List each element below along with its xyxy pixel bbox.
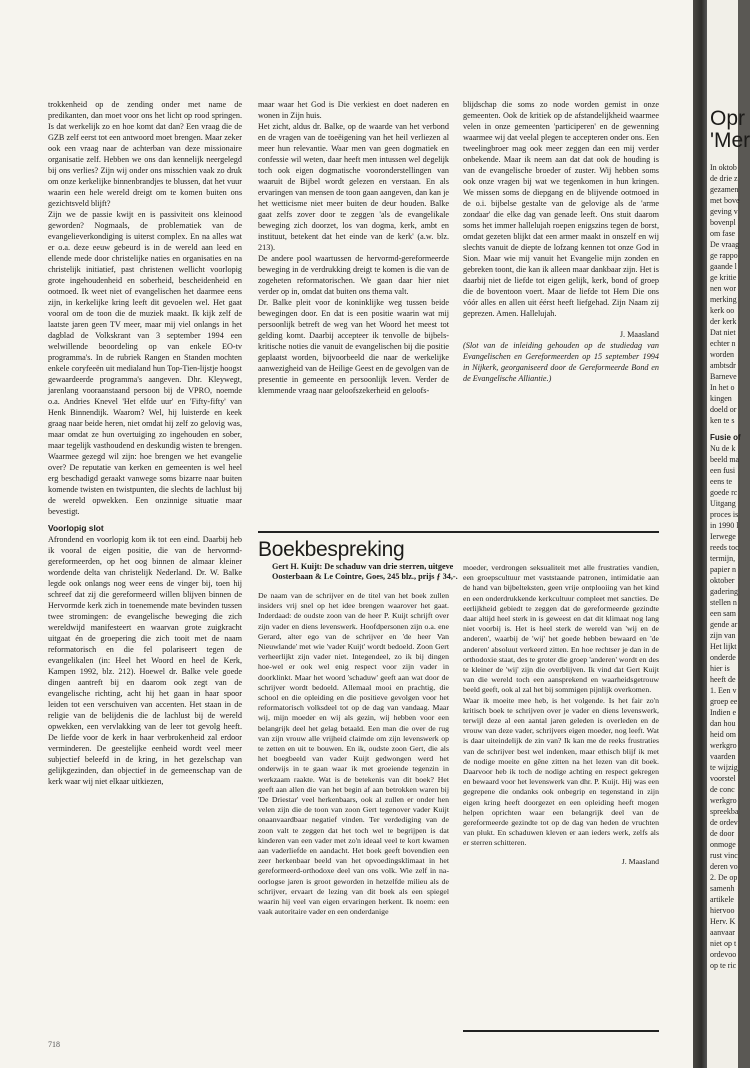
- right-page-line: werkgro: [710, 741, 737, 750]
- right-page-heading: Fusie of: [710, 433, 741, 442]
- paragraph: Waar ik moeite mee heb, is het volgende. Is het fair zo'n kritisch boek te schrijven over je vader en diens levenswerk, terwijl deze al een aantal jaren geleden is overleden en de vrouw van deze vader, schrijvers eigen moeder, nog leeft. Wat is daar uiteindelijk de zin van? Ik kan me de reeks frustraties van de schrijver best wel indenken, maar ethisch blijf ik met de nodige moeite en gêne zitten na het lezen van dit boek. Daarvoor heb ik toch de nodige achting en respect gekregen en bewaard voor het levenswerk van dhr. P. Kuijt. Hij was een gegrepene die ondanks ook onbegrip en tegenstand in zijn eigen kring heeft doorgezet en een opleiding heeft mogen helpen oprichten waar een belangrijk deel van de gereformeerde gezindte tot op de dag van heden de vruchten van plukt. En schaduwen kleven er aan ieders werk, zelfs als er sterren schitteren.: [463, 695, 659, 848]
- right-page-line: met bove: [710, 196, 740, 205]
- right-page-line: geving v: [710, 207, 738, 216]
- right-page-line: de ordev: [710, 818, 738, 827]
- bottom-divider: [463, 1030, 659, 1032]
- right-page-line: der kerk: [710, 317, 737, 326]
- right-page-line: 1. Een v: [710, 686, 737, 695]
- right-page-line: gaande l: [710, 262, 737, 271]
- right-page-line: gezamen: [710, 185, 739, 194]
- source-note: (Slot van de inleiding gehouden op de studiedag van Evangelischen en Gereformeerden op 15 september 1994 in Nijkerk, georganiseerd door de Gereformeerde Bond en de Evangelische Alliantie.): [463, 341, 659, 383]
- right-page-line: De vraag: [710, 240, 740, 249]
- right-page-line: groep ee: [710, 697, 738, 706]
- right-page-line: ge rappo: [710, 251, 738, 260]
- right-page-line: aanvaar: [710, 928, 735, 937]
- paragraph: Het zicht, aldus dr. Balke, op de waarde van het verbond en de vragen van de toeëigening van het heil verliezen al meer hun relevantie. Waar men van geen dogmatiek en confessie wil weten, daar heeft men intussen wel degelijk toch ook eigen dogmatische vooronderstellingen van waaruit de Bijbel wordt gelezen en verstaan. En als ervaringen van mensen de toon gaan aangeven, dan kan je het wetticisme niet meer buiten de deur houden. Balke gaat zelfs zover door te zeggen 'als de evangelikale beweging zich doorzet, los van dogma, kerk, ambt en instituut, betekent dat het einde van de kerk' (a.w. blz. 213).: [258, 122, 449, 252]
- right-page-line: hiervoo: [710, 906, 735, 915]
- right-page-line: zijn van: [710, 631, 736, 640]
- right-page-line: doeld or: [710, 405, 737, 414]
- right-page-line: ambtsdr: [710, 361, 736, 370]
- right-page-line: bovenpl: [710, 218, 736, 227]
- right-page-line: termijn,: [710, 554, 736, 563]
- page-number: 718: [48, 1040, 60, 1049]
- paragraph: De naam van de schrijver en de titel van het boek zullen insiders vrij snel op het idee brengen waarover het gaat. Inderdaad: de oudste zoon van de heer P. Kuijt schrijft over zijn vader en diens levenswerk. Hoofdpersonen zijn o.a. ene Gerard, alter ego van de schrijver en 'de heer Van Nieuwlande' met wie 'vader Kuijt' wordt bedoeld. Zoon Gert verheerlijkt zijn vader niet. Integendeel, zo ik bij dingen hoe-wel er ook wel enig respect voor zijn vader in doorklinkt. Maar het woord 'schaduw' geeft aan wat door de schrijver wordt bedoeld. Allemaal mooi en prachtig, die school en die opleiding en die positieve gevolgen voor het reformatorisch volksdeel tot op de dag van vandaag. Maar wij, mijn moeder en wij als gezin, wij hebben voor een belangrijk deel het gelag betaald. Een man die over de rug van zijn vrouw alle vrijheid claimde om zijn levenswerk op te zetten en uit te bouwen. En ik, oudste zoon Gert, die als het boegbeeld van vader Kuijt gedwongen werd het onderwijs in te gaan waar ik met groeiende tegenzin in werkzaam raakte. Wat is de betekenis van dit boek? Het geeft aan allen die van het begin af aan betrokken waren bij 'De Driestar' veel herkenbaars, ook al zullen er onder hen velen zijn die de toon van zoon Gert tegenover vader Kuijt onaanvaardbaar negatief vinden. Ter verdediging van de zoon valt te zeggen dat het toch wel te begrijpen is dat kinderen van een vader met zo'n ideaal veel te kort kwamen aan vaderliefde en aandacht. Het boek geeft bovendien een zeer herkenbaar beeld van het opvoedingsklimaat in het gereformeerd-orthodoxe deel van ons volk. Wie zelf in na-oorlogse jaren is groot geworden in hetzelfde milieu als de schrijver, ervaart de lezing van dit boek als een spiegel waarin hij veel van eigen ervaringen herkent. Ik noem: een vaak autoritaire vader en een onderdanige: [258, 591, 449, 917]
- paragraph: Dr. Balke pleit voor de koninklijke weg tussen beide bewegingen door. En dat is een positie waarin wat mij persoonlijk betreft de weg van het Woord het meest tot gelding komt. Daarbij accepteer ik tenvolle de bijbels-kritische noties die vanuit de evangelischen bij die positie geplaatst worden, bijvoorbeeld die naar de werkelijke aanwezigheid van de Heilige Geest en de gevolgen van de presentie in gemeente en persoonlijk leven. Verder de klemmende vraag naar geloofszekerheid en geloofs-: [258, 298, 449, 395]
- right-page-line: proces is: [710, 510, 739, 519]
- author-signature: J. Maasland: [619, 330, 659, 339]
- right-page-line: ken te s: [710, 416, 735, 425]
- right-page-line: Herv. K: [710, 917, 736, 926]
- right-page-line: goede rc: [710, 488, 738, 497]
- right-page-line: In het o: [710, 383, 735, 392]
- right-page-line: niet op t: [710, 939, 737, 948]
- right-page-line: kingen: [710, 394, 732, 403]
- right-page-line: vaarden: [710, 752, 736, 761]
- section-heading: Voorlopig slot: [48, 523, 104, 533]
- right-page-line: beeld ma: [710, 455, 740, 464]
- right-page-line: Uitgang: [710, 499, 736, 508]
- right-page-line: ge kritie: [710, 273, 737, 282]
- right-page-line: Dat niet: [710, 328, 736, 337]
- right-page-line: een sam: [710, 609, 736, 618]
- right-page-line: reeds toc: [710, 543, 739, 552]
- right-page-line: oktober: [710, 576, 735, 585]
- right-page-line: onderde: [710, 653, 736, 662]
- right-page-line: in 1990 l: [710, 521, 739, 530]
- book-details: Gert H. Kuijt: De schaduw van drie sterren, uitgeve Oosterbaan & Le Cointre, Goes, 245 blz., prijs ƒ 34,-.: [272, 562, 458, 581]
- paragraph: trokkenheid op de zending onder met name de predikanten, dan moet voor ons het licht op rood springen. Is dat werkelijk zo en hoe komt dat dan? Een vraag die de GZB zelf eerst tot een antwoord moet brengen. Maar zeker ook een vraag naar de achterban van deze missionaire organisatie zelf. Hebben we ons dan kennelijk neergelegd bij ons verlies? Zijn wij onder ons misschien vaak zo druk om onze kerkelijke binnenbrandjes te blussen, dat het vuur waarin een hele wereld dreigt om te komen buiten ons gezichtsveld blijft?: [48, 100, 242, 208]
- right-page-line: Het lijkt: [710, 642, 737, 651]
- right-page-line: heid om: [710, 730, 736, 739]
- right-page-line: heeft de: [710, 675, 736, 684]
- right-page-line: Ierwege: [710, 532, 736, 541]
- section-divider: [258, 531, 659, 533]
- right-page-line: de conc: [710, 785, 735, 794]
- review-column-2: [463, 563, 659, 867]
- review-signature: J. Maasland: [621, 856, 659, 866]
- right-page-text: [710, 162, 750, 971]
- right-page-line: gende ar: [710, 620, 738, 629]
- right-page-line: onmoge: [710, 840, 736, 849]
- review-title: Boekbespreking: [258, 538, 405, 561]
- right-page-line: echter n: [710, 339, 736, 348]
- paragraph: Afrondend en voorlopig kom ik tot een eind. Daarbij heb ik vooral de eigen positie, die van de hervormd-gereformeerden, op het oog binnen de almaar kleiner wordende delta van christelijk Nederland. Dr. W. Balke legde ook onlangs nog weer eens de vinger bij, toen hij schreef dat zij die gereformeerd willen blijven binnen de Hervormde kerk zich in toenemende mate bevinden tussen twee stromingen: de evangelische beweging die zich wereldwijd manifesteert en waarvan grote zuigkracht uitgaat én de groepering die zich tooit met de naam reformatorisch en die fel polariseert tegen de evangelikalen (in: Heel het Woord en heel de Kerk, Kampen 1992, blz. 212). Hoewel dr. Balke vele goede dingen aantreft bij en daarom ook zegt van de evangelische richting, acht hij het gaan in haar spoor leiden tot een verschuiven van accenten. Het staan in de religie van de belijdenis die de lachlust bij de wereld opwekken, een vervlakking van de leer tot gevolg heeft. De liefde voor de kerk in haar verbrokenheid zal erdoor verminderen. De geestelijke eenheid wordt veel meer subjectief beleefd in de kring, in het gezelschap van gelijkgezinden, dan objectief in de gemeenschap van de kerk waar wij niet elkaar uitkiezen,: [48, 535, 242, 786]
- right-page-line: spreekba: [710, 807, 739, 816]
- paragraph: moeder, verdrongen seksualiteit met alle frustraties vandien, een groepscultuur met vaststaande patronen, intimidatie aan de hand van bijbelteksten, geen vrije ontplooiing van het kind en een onderdrukkende kerkcultuur compleet met sancties. De eerlijkheid gebiedt te zeggen dat de gereformeerde gezindte daar altijd heel sterk in is geweest en dat dit klimaat nog lang niet voorbij is. Het is heel sterk de wereld van 'wij en de anderen', waarbij de 'wij' het goede hebben bewaard en 'de anderen' absoluut verkeerd zitten. En hoe rechtser je dan in de orthodoxie staat, des te groter die groep 'anderen' wordt en des te kleiner de 'wij' zijn die overblijven. Ik vind dat Gert Kuijt van die wereld toch een aansprekend en waarheidsgetrouw beeld geeft, ook al zal het bij sommigen pijnlijk overkomen.: [463, 563, 659, 695]
- column-1: [48, 99, 242, 1034]
- paragraph: De andere pool waartussen de hervormd-gereformeerde beweging in de verdrukking dreigt te komen is die van de zogeheten reformatorischen. We gaan daar hier niet verder op in, omdat dat buiten ons thema valt.: [258, 254, 449, 296]
- right-page-line: deren vo: [710, 862, 738, 871]
- right-page-line: artikele: [710, 895, 734, 904]
- paragraph: maar waar het God is Die verkiest en doet naderen en wonen in Zijn huis.: [258, 100, 449, 120]
- book-gutter: [693, 0, 707, 1068]
- right-page-line: ordevoo: [710, 950, 737, 959]
- right-page-line: stellen n: [710, 598, 737, 607]
- column-2-upper: [258, 99, 449, 396]
- right-page-line: een fusi: [710, 466, 736, 475]
- right-page-line: In oktob: [710, 163, 737, 172]
- right-page-line: nen wor: [710, 284, 736, 293]
- right-page-line: werkgro: [710, 796, 737, 805]
- right-page-line: op te ric: [710, 961, 737, 970]
- paragraph: Zijn we de passie kwijt en is passiviteit ons kleinood geworden? Nogmaals, de problematiek van de evangelieverkondiging is uiterst complex. En na alles wat er o.a. deze eeuw gebeurd is in de wereld aan leed en ellende mede door christelijke naties en organisaties en na christelijk initiatief, past christenen wellicht voorlopig grote ingehoudenheid en soberheid, bescheidenheid en ootmoed. Ik weet niet of evangelischen het daarmee eens zijn, in kerkelijke kring leeft dit gevoelen wel. Het gaat vooral om de toon die de muziek maakt. Ik kijk zelf de laatste jaren geen TV meer, maar mij viel onlangs in het dagblad de Volkskrant van 3 september 1994 een welwillende beoordeling op van enkele EO-tv programma's. In de rubriek Rangen en Standen mochten enkele coryfeeën uit medialand hun Top-Tien-lijstje hoogst gewaardeerde programma's aangeven. Dhr. Kleywegt, jarenlang vooraanstaand persoon bij de VPRO, noemde o.a. Andries Knevel 'Het elfde uur' en 'Fifty-fifty' van Henk Binnendijk. Waarom? Wel, hij luisterde en keek graag naar beide heren, niet omdat hij zelf zo gelovig was, maar omdat ze hun overtuiging zo ingehouden en sober, maar tegelijk vasthoudend en deskundig wisten te brengen. Waarmee gezegd wil zijn: hoe brengen we het evangelie over? De reputatie van kerken en gemeenten is wel heel erg beschadigd geraakt vanwege soms bizarre naar buiten komende twisten en twistpunten, die slechts de lachlust bij de wereld opwekken. Een onzinnige situatie maar bevestigt.: [48, 210, 242, 516]
- right-page-line: voorstel: [710, 774, 736, 783]
- paragraph: blijdschap die soms zo node worden gemist in onze gemeenten. Ook de kritiek op de afstandelijkheid waarmee velen in onze gemeenten 'participeren' en de gewenning waarmee wij dat veelal plegen te accepteren onder ons. Een tweelingbroer mag ook meer zeggen dan een mij verder onbekende. Maar ik neem aan dat dat ook de houding is van de evangelische broeder of zuster. Wij hebben soms ook onze vragen bij wat we tegenkomen in hun kringen. We missen soms de diepgang en de blijvende ootmoed in de o.i. bijbelse gestalte van de gelovige als de 'arme zondaar' die elke dag van genade leeft. Ons stuit daarom soms het immer hallelujah roepen enigszins tegen de borst, omdat gezeten blijkt dat een armer maakt in onszelf en wij slechts vanuit de diepte de lofzang kennen tot onze God in Sion. Maar wie mij vanuit het Evangelie mijn zonden en gebreken toont, die kan ik alleen maar dankbaar zijn. Het is daarbij niet de liefde tot eigen gelijk, kerk, bond of groep die de boventoon voert. Maar de liefde tot Hem Die ons vóór alles en allen uit éérst heeft liefgehad. Zijn Naam zij geprezen. Amen. Hallelujah.: [463, 100, 659, 318]
- right-page-line: Barneve: [710, 372, 737, 381]
- right-page-line: papier n: [710, 565, 736, 574]
- right-page-line: kerk oo: [710, 306, 735, 315]
- right-page-line: 2. De op: [710, 873, 738, 882]
- right-page-line: samenh: [710, 884, 735, 893]
- right-page-line: te wijzig: [710, 763, 738, 772]
- right-page-title: Opr 'Mer: [710, 107, 750, 152]
- column-3-upper: [463, 99, 659, 384]
- right-page-line: rust vinc: [710, 851, 738, 860]
- right-page-line: Indien e: [710, 708, 736, 717]
- review-column-1: [258, 591, 449, 1036]
- right-page-line: de drie z: [710, 174, 738, 183]
- right-page-line: gadering: [710, 587, 738, 596]
- right-page: [707, 0, 750, 1068]
- right-page-line: merking: [710, 295, 737, 304]
- right-page-line: Nu de k: [710, 444, 736, 453]
- right-page-line: worden: [710, 350, 734, 359]
- right-page-line: eens te: [710, 477, 732, 486]
- right-page-line: om fase: [710, 229, 736, 238]
- right-page-line: de door: [710, 829, 735, 838]
- right-page-line: hier is: [710, 664, 730, 673]
- right-page-line: dan hou: [710, 719, 736, 728]
